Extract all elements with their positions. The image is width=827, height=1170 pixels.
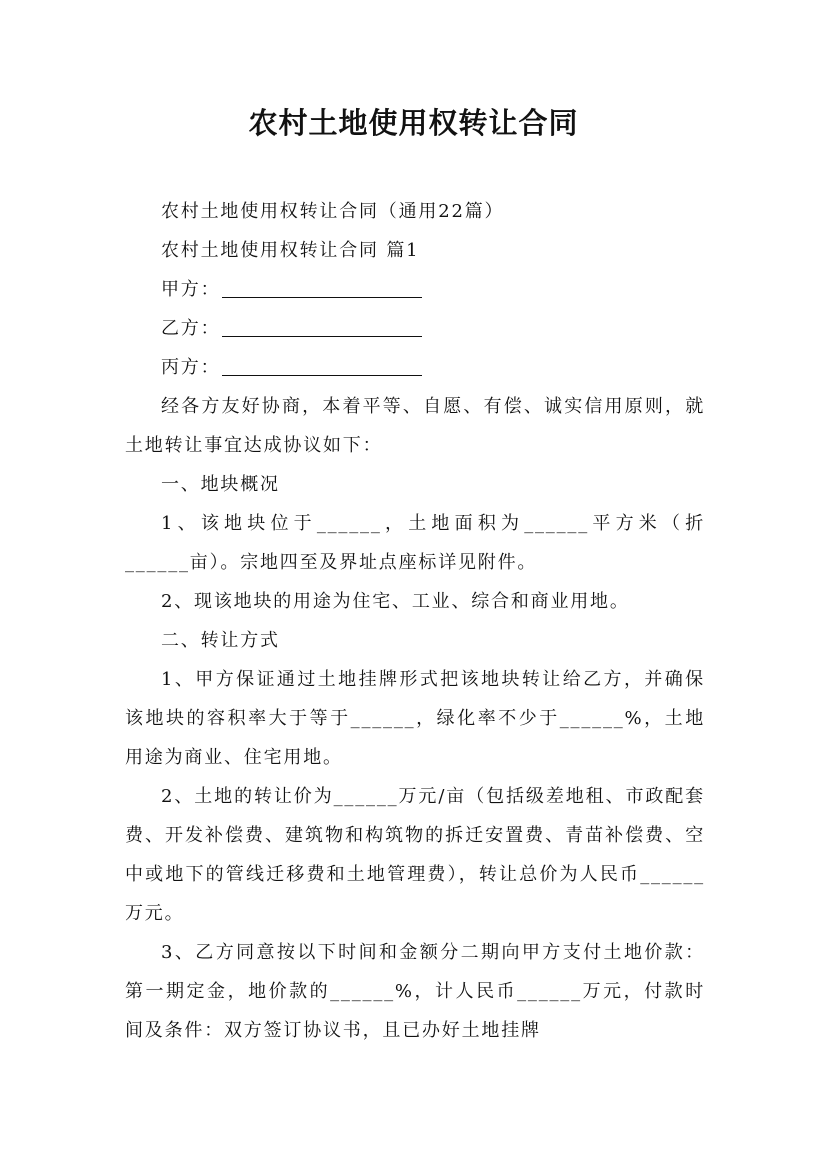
paragraph: 1、甲方保证通过土地挂牌形式把该地块转让给乙方，并确保该地块的容积率大于等于______，绿化率不少于______%，土地用途为商业、住宅用地。 (125, 669, 705, 768)
party-c-line (125, 348, 705, 387)
party-a-line (125, 270, 705, 309)
paragraph: 经各方友好协商，本着平等、自愿、有偿、诚实信用原则，就土地转让事宜达成协议如下： (125, 396, 705, 456)
party-c-label: 丙方： (161, 357, 221, 378)
party-b-blank (222, 314, 422, 337)
party-b-label: 乙方： (161, 318, 221, 339)
document-title: 农村土地使用权转让合同 (248, 106, 579, 140)
document-body (125, 192, 705, 1050)
paragraph: 3、乙方同意按以下时间和金额分二期向甲方支付土地价款：第一期定金，地价款的______%，计人民币______万元，付款时间及条件：双方签订协议书，且已办好土地挂牌 (125, 942, 705, 1041)
party-a-blank (222, 275, 422, 298)
paragraph: 农村土地使用权转让合同（通用22篇） (161, 201, 505, 222)
section-heading: 二、转让方式 (161, 630, 280, 651)
party-a-label: 甲方： (161, 279, 221, 300)
party-b-line (125, 309, 705, 348)
paragraph: 农村土地使用权转让合同 篇1 (161, 240, 420, 261)
paragraph: 1、该地块位于______，土地面积为______平方米（折______亩）。宗地四至及界址点座标详见附件。 (125, 513, 705, 573)
paragraph: 2、土地的转让价为______万元/亩（包括级差地租、市政配套费、开发补偿费、建筑物和构筑物的拆迁安置费、青苗补偿费、空中或地下的管线迁移费和土地管理费），转让总价为人民币______万元。 (125, 786, 705, 924)
paragraph: 2、现该地块的用途为住宅、工业、综合和商业用地。 (161, 591, 630, 612)
party-c-blank (222, 353, 422, 376)
section-heading: 一、地块概况 (161, 474, 280, 495)
